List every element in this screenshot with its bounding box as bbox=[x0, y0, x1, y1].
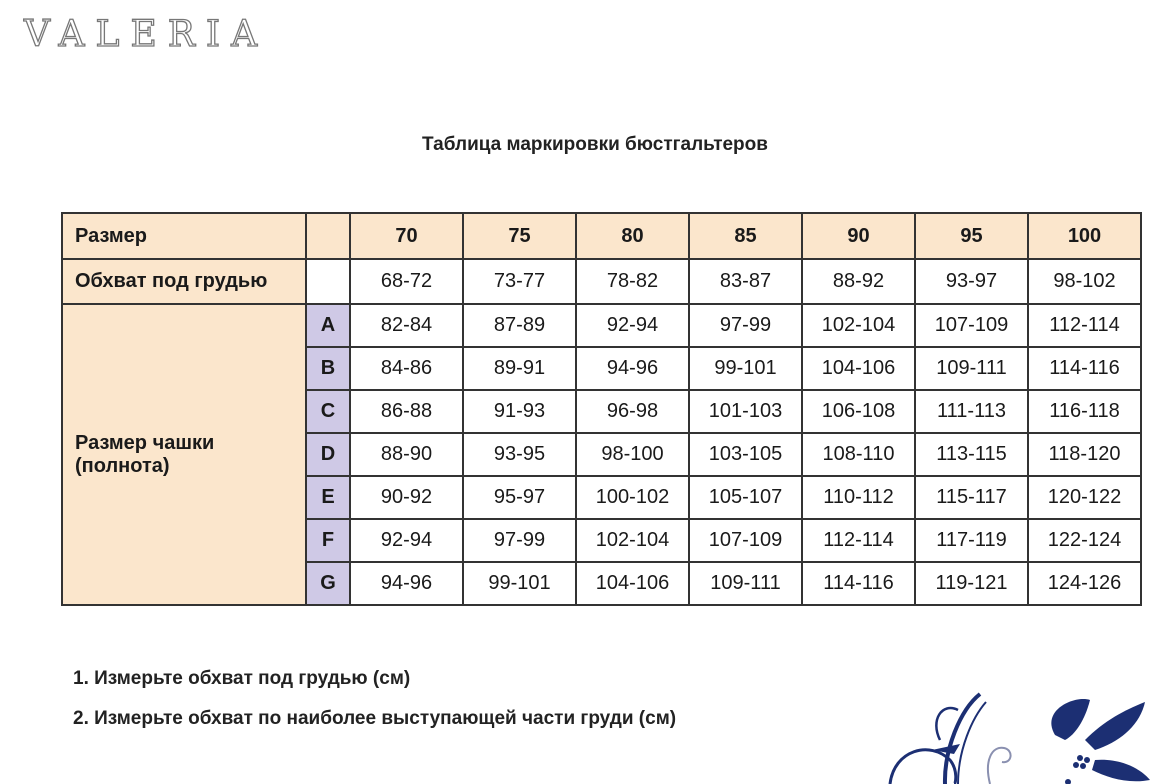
bust-range-cell: 92-94 bbox=[576, 304, 689, 347]
underbust-cell: 98-102 bbox=[1028, 259, 1141, 304]
size-table bbox=[61, 212, 1142, 606]
bust-range-cell: 93-95 bbox=[463, 433, 576, 476]
bust-range-cell: 102-104 bbox=[576, 519, 689, 562]
cup-label-line2: (полнота) bbox=[75, 454, 170, 477]
bust-range-cell: 91-93 bbox=[463, 390, 576, 433]
bust-range-cell: 96-98 bbox=[576, 390, 689, 433]
underbust-cell: 93-97 bbox=[915, 259, 1028, 304]
bust-range-cell: 109-111 bbox=[915, 347, 1028, 390]
bust-range-cell: 103-105 bbox=[689, 433, 802, 476]
band-size-header: 85 bbox=[689, 213, 802, 259]
bust-range-cell: 99-101 bbox=[689, 347, 802, 390]
bust-range-cell: 116-118 bbox=[1028, 390, 1141, 433]
bust-range-cell: 86-88 bbox=[350, 390, 463, 433]
instruction-2: 2. Измерьте обхват по наиболее выступающей части груди (см) bbox=[73, 708, 677, 729]
bust-range-cell: 104-106 bbox=[576, 562, 689, 605]
cup-letter: B bbox=[306, 347, 350, 390]
band-size-header: 80 bbox=[576, 213, 689, 259]
size-label: Размер bbox=[62, 213, 306, 259]
bust-range-cell: 122-124 bbox=[1028, 519, 1141, 562]
bust-range-cell: 120-122 bbox=[1028, 476, 1141, 519]
cup-letter: E bbox=[306, 476, 350, 519]
bust-range-cell: 113-115 bbox=[915, 433, 1028, 476]
bust-range-cell: 90-92 bbox=[350, 476, 463, 519]
cup-letter: C bbox=[306, 390, 350, 433]
underbust-label: Обхват под грудью bbox=[62, 259, 306, 304]
bust-range-cell: 114-116 bbox=[1028, 347, 1141, 390]
cup-size-label bbox=[62, 304, 306, 605]
cup-letter: G bbox=[306, 562, 350, 605]
bust-range-cell: 100-102 bbox=[576, 476, 689, 519]
bust-range-cell: 115-117 bbox=[915, 476, 1028, 519]
page-title: Таблица маркировки бюстгальтеров bbox=[422, 134, 768, 155]
band-size-header: 95 bbox=[915, 213, 1028, 259]
bust-range-cell: 114-116 bbox=[802, 562, 915, 605]
bust-range-cell: 82-84 bbox=[350, 304, 463, 347]
bust-range-cell: 117-119 bbox=[915, 519, 1028, 562]
bust-range-cell: 110-112 bbox=[802, 476, 915, 519]
bust-range-cell: 107-109 bbox=[689, 519, 802, 562]
underbust-cell: 78-82 bbox=[576, 259, 689, 304]
bust-range-cell: 105-107 bbox=[689, 476, 802, 519]
floral-ornament-icon bbox=[880, 680, 1173, 784]
cup-letter: F bbox=[306, 519, 350, 562]
band-size-header: 70 bbox=[350, 213, 463, 259]
bust-range-cell: 112-114 bbox=[1028, 304, 1141, 347]
blank-cell bbox=[306, 259, 350, 304]
bust-range-cell: 98-100 bbox=[576, 433, 689, 476]
bust-range-cell: 118-120 bbox=[1028, 433, 1141, 476]
bust-range-cell: 102-104 bbox=[802, 304, 915, 347]
bust-range-cell: 97-99 bbox=[689, 304, 802, 347]
bust-range-cell: 88-90 bbox=[350, 433, 463, 476]
bust-range-cell: 95-97 bbox=[463, 476, 576, 519]
bust-range-cell: 101-103 bbox=[689, 390, 802, 433]
bust-range-cell: 92-94 bbox=[350, 519, 463, 562]
blank-cell bbox=[306, 213, 350, 259]
bust-range-cell: 104-106 bbox=[802, 347, 915, 390]
underbust-cell: 68-72 bbox=[350, 259, 463, 304]
bust-range-cell: 94-96 bbox=[350, 562, 463, 605]
bust-range-cell: 108-110 bbox=[802, 433, 915, 476]
cup-label-line1: Размер чашки bbox=[75, 431, 215, 454]
bust-range-cell: 84-86 bbox=[350, 347, 463, 390]
underbust-cell: 83-87 bbox=[689, 259, 802, 304]
instruction-1: 1. Измерьте обхват под грудью (см) bbox=[73, 668, 411, 689]
bust-range-cell: 87-89 bbox=[463, 304, 576, 347]
bust-range-cell: 107-109 bbox=[915, 304, 1028, 347]
cup-row bbox=[62, 304, 1141, 347]
bust-range-cell: 109-111 bbox=[689, 562, 802, 605]
bust-range-cell: 112-114 bbox=[802, 519, 915, 562]
bust-range-cell: 119-121 bbox=[915, 562, 1028, 605]
header-row bbox=[62, 213, 1141, 259]
underbust-cell: 73-77 bbox=[463, 259, 576, 304]
bust-range-cell: 106-108 bbox=[802, 390, 915, 433]
underbust-cell: 88-92 bbox=[802, 259, 915, 304]
band-size-header: 100 bbox=[1028, 213, 1141, 259]
cup-letter: A bbox=[306, 304, 350, 347]
cup-letter: D bbox=[306, 433, 350, 476]
bust-range-cell: 97-99 bbox=[463, 519, 576, 562]
bust-range-cell: 99-101 bbox=[463, 562, 576, 605]
bust-range-cell: 111-113 bbox=[915, 390, 1028, 433]
bust-range-cell: 124-126 bbox=[1028, 562, 1141, 605]
band-size-header: 90 bbox=[802, 213, 915, 259]
bust-range-cell: 94-96 bbox=[576, 347, 689, 390]
bust-range-cell: 89-91 bbox=[463, 347, 576, 390]
underbust-row bbox=[62, 259, 1141, 304]
brand-logo: VALERIA bbox=[24, 14, 269, 55]
band-size-header: 75 bbox=[463, 213, 576, 259]
